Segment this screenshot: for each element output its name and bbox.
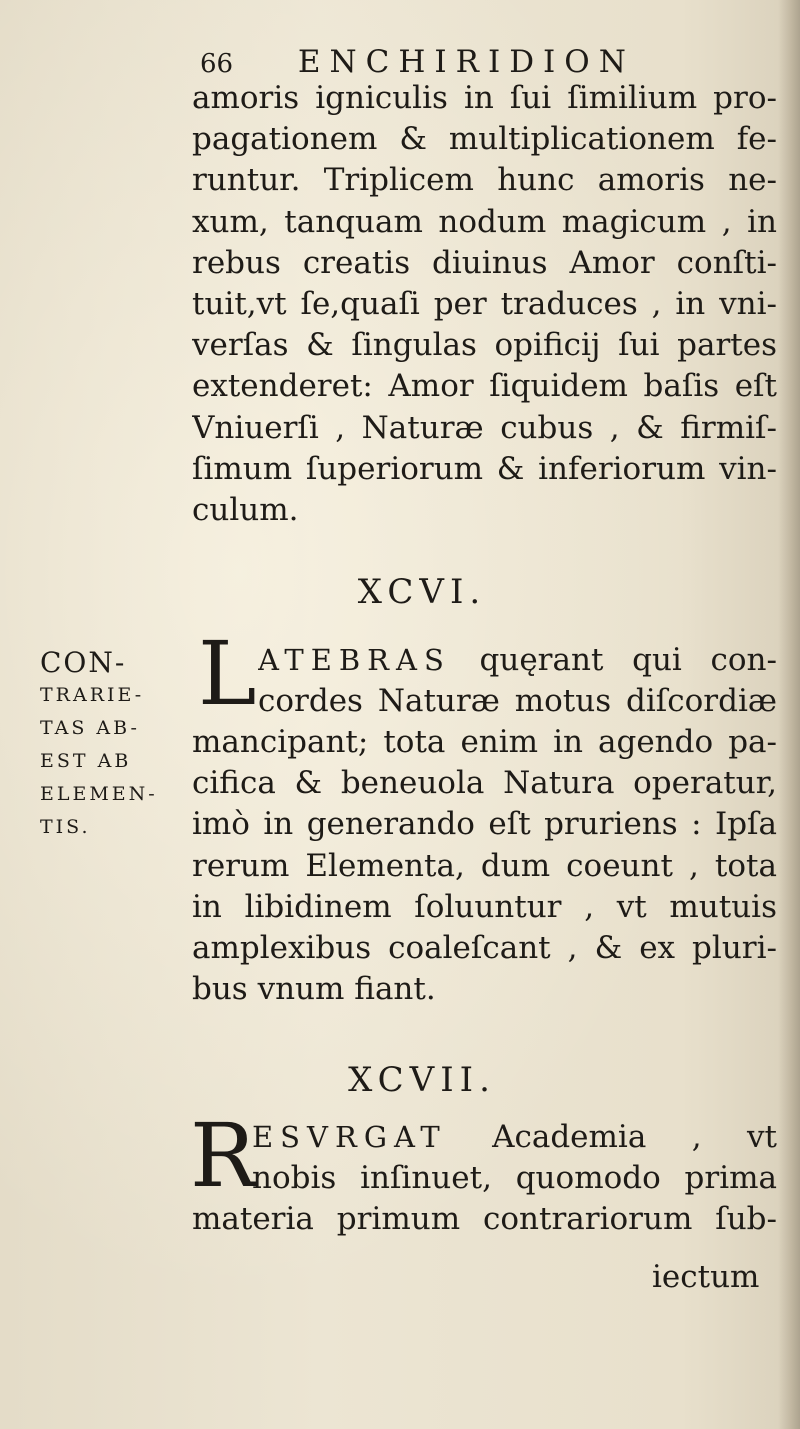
text-line: imò in generando eſt pruriens : Ipſa [192,806,777,843]
marginal-note [40,646,190,844]
text-line [252,1117,777,1158]
running-title: ENCHIRIDION [297,44,635,80]
section-97-opening [252,1117,777,1199]
text-line: cifica & beneuola Natura operatur, [192,765,777,802]
text-line: Vniuerſi , Naturæ cubus , & firmiſ- [192,409,777,446]
text-line: verſas & ſingulas opificij ſui partes [192,327,777,364]
sidenote-line: TAS AB- [40,717,140,739]
section-97-body [192,1199,777,1240]
first-line-rest: Academia , vt [492,1119,777,1155]
sidenote-line: EST AB [40,750,132,772]
text-line: ſimum ſuperiorum & inferiorum vin- [192,450,777,487]
text-line: cordes Naturæ motus diſcordiæ [258,683,777,720]
text-line: nobis inſinuet, quomodo prima [252,1160,777,1197]
section-96-opening [258,640,777,722]
text-line [258,640,777,681]
text-line: runtur. Triplicem hunc amoris ne- [192,162,777,199]
text-line: culum. [192,491,299,528]
sidenote-line: TRARIE- [40,684,145,706]
sidenote-line: ELEMEN- [40,783,158,805]
text-line: amplexibus coaleſcant , & ex pluri- [192,929,777,966]
drop-cap-97: R [190,1104,257,1207]
catchword: iectum [652,1259,760,1295]
lead-word: ESVRGAT [252,1120,447,1154]
sidenote-line: CON- [40,646,127,679]
section-96-body [192,722,777,1010]
sidenote-line: TIS. [40,816,91,838]
text-line: extenderet: Amor ſiquidem baſis eſt [192,368,777,405]
text-line: tuit,vt ſe,quaſi per traduces , in vni- [192,285,777,322]
text-line: amoris igniculis in ſui ſimilium pro- [192,80,777,116]
first-line-rest: quęrant qui con- [479,642,777,678]
page-edge-shadow [778,0,800,1429]
drop-cap-96: L [198,622,257,725]
text-line: rebus creatis diuinus Amor conſti- [192,244,777,281]
paragraph-continuation [192,78,777,531]
page-header [200,42,720,82]
text-line: xum, tanquam nodum magicum , in [192,203,777,240]
text-line: bus vnum fiant. [192,971,436,1008]
page-number: 66 [200,49,234,79]
lead-word: ATEBRAS [258,643,451,677]
section-heading-97: XCVII. [348,1060,496,1100]
section-heading-96: XCVI. [357,572,487,612]
text-line: pagationem & multiplicationem fe- [192,121,777,158]
text-line: materia primum contrariorum ſub- [192,1201,777,1237]
text-line: mancipant; tota enim in agendo pa- [192,724,777,760]
text-line: rerum Elementa, dum coeunt , tota [192,847,777,884]
text-line: in libidinem ſoluuntur , vt mutuis [192,888,777,925]
